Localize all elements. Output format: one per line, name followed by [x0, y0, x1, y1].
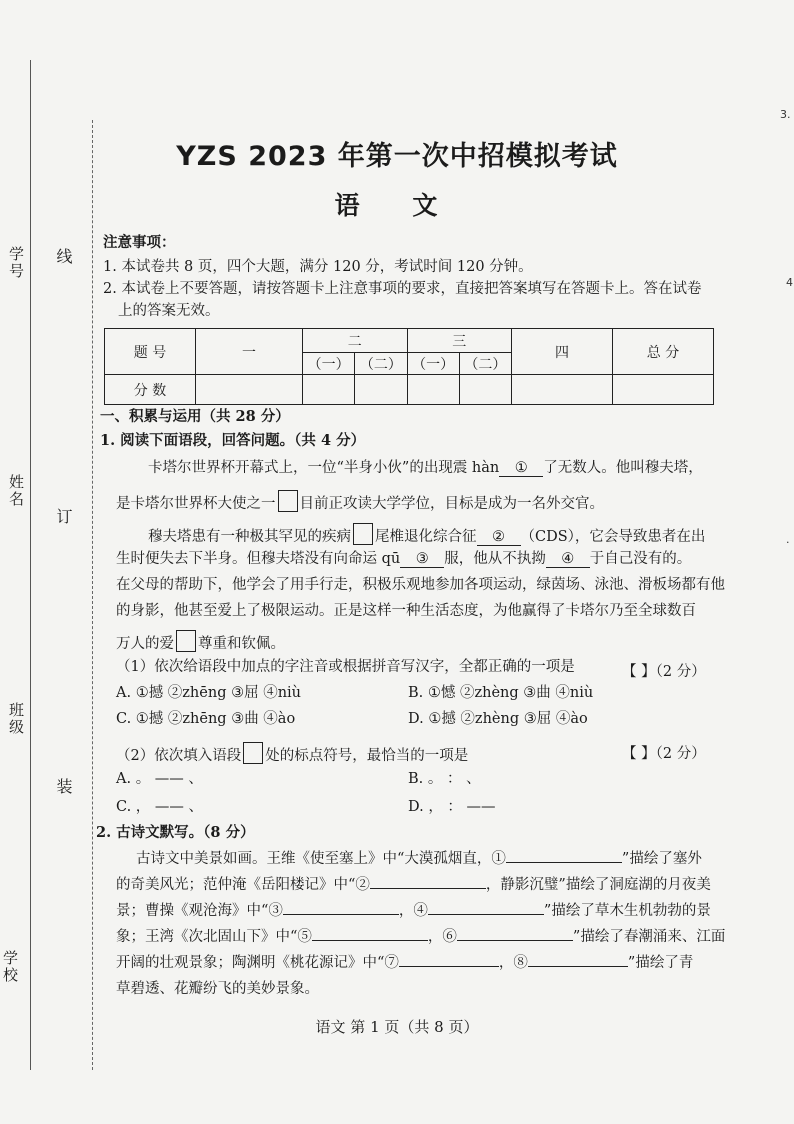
q1-heading: 1. 阅读下面语段，回答问题。（共 4 分） — [100, 432, 366, 449]
punctuation-box-sample — [243, 742, 263, 764]
sub-col-3-2: （二） — [459, 353, 511, 375]
edge-mark-mid: 4 — [786, 276, 793, 289]
punctuation-box-2[interactable] — [353, 523, 373, 545]
q2-blank-8[interactable] — [528, 966, 628, 967]
name-label: 姓名 — [7, 474, 25, 508]
q2-line-3: 景；曹操《观沧海》中“③ ，④ ”描绘了草木生机勃勃的景 — [116, 903, 711, 919]
col-section-4: 四 — [512, 329, 613, 375]
row-label-score: 分 数 — [105, 375, 196, 405]
q1-sub2-prompt: （2）依次填入语段 处的标点符号，最恰当的一项是 — [116, 742, 468, 764]
edge-mark-low: · — [786, 536, 790, 549]
q2-line-6: 草碧透、花瓣纷飞的美妙景象。 — [116, 981, 319, 997]
q2-line-4: 象；王湾《次北固山下》中“⑤ ，⑥ ”描绘了春潮涌来、江面 — [116, 929, 726, 945]
passage-line-1: 卡塔尔世界杯开幕式上，一位“半身小伙”的出现震 hàn ① 了无数人。他叫穆夫塔， — [148, 460, 703, 476]
q2-blank-6[interactable] — [457, 940, 573, 941]
passage-line-4: 生时便失去下半身。但穆夫塔没有向命运 qū ③ 服，他从不执拗 ④ 于自己没有的。 — [116, 551, 692, 567]
notice-item-1: 1. 本试卷共 8 页，四个大题，满分 120 分，考试时间 120 分钟。 — [103, 259, 533, 275]
sub-col-2-1: （一） — [303, 353, 355, 375]
row-label-question: 题 号 — [105, 329, 196, 375]
q2-blank-1[interactable] — [506, 862, 622, 863]
q1-sub2-option-c[interactable]: C. ， —— 、 — [116, 799, 204, 815]
score-cell-4[interactable] — [512, 375, 613, 405]
q2-heading: 2. 古诗文默写。（8 分） — [96, 824, 255, 841]
q1-sub1-answer-bracket[interactable]: 【 】（2 分） — [622, 664, 706, 680]
q2-line-2: 的奇美风光；范仲淹《岳阳楼记》中“② ，静影沉璧”描绘了洞庭湖的月夜美 — [116, 877, 711, 893]
score-cell-1[interactable] — [196, 375, 303, 405]
subject-title: 语 文 — [334, 191, 460, 220]
punctuation-box-1[interactable] — [278, 490, 298, 512]
q1-sub1-prompt: （1）依次给语段中加点的字注音或根据拼音写汉字，全都正确的一项是 — [116, 659, 575, 675]
col-section-2: 二 — [303, 329, 408, 353]
q1-sub2-option-b[interactable]: B. 。 ： 、 — [408, 771, 481, 787]
col-total: 总 分 — [613, 329, 714, 375]
bind-pack-char: 装 — [54, 778, 73, 794]
school-label: 学校 — [1, 950, 19, 984]
col-section-1: 一 — [196, 329, 303, 375]
q2-line-1: 古诗文中美景如画。王维《使至塞上》中“大漠孤烟直，① ”描绘了塞外 — [136, 851, 702, 867]
edge-mark-top: 3. — [780, 108, 791, 121]
page-footer: 语文 第 1 页（共 8 页） — [315, 1018, 479, 1036]
passage-line-5: 在父母的帮助下，他学会了用手行走，积极乐观地参加各项运动，绿茵场、泳池、滑板场都有他 — [116, 577, 725, 593]
score-cell-3-2[interactable] — [459, 375, 511, 405]
q1-sub1-option-b[interactable]: B. ①憾 ②zhèng ③曲 ④niù — [408, 685, 594, 701]
q1-sub2-option-a[interactable]: A. 。 —— 、 — [116, 771, 203, 787]
class-label: 班级 — [7, 702, 25, 736]
q2-line-5: 开阔的壮观景象；陶渊明《桃花源记》中“⑦ ，⑧ ”描绘了青 — [116, 955, 694, 971]
score-cell-total[interactable] — [613, 375, 714, 405]
q1-sub2-option-d[interactable]: D. ， ： —— — [408, 799, 496, 815]
q2-blank-5[interactable] — [312, 940, 428, 941]
notice-heading: 注意事项： — [103, 234, 176, 251]
exam-title: YZS 2023 年第一次中招模拟考试 — [176, 141, 618, 172]
q1-sub1-option-d[interactable]: D. ①撼 ②zhèng ③屈 ④ào — [408, 711, 588, 727]
bind-line-char: 线 — [54, 248, 73, 264]
sub-col-3-1: （一） — [407, 353, 459, 375]
q2-blank-4[interactable] — [428, 914, 544, 915]
student-id-label: 学号 — [7, 246, 25, 280]
q1-sub1-option-c[interactable]: C. ①撼 ②zhēng ③曲 ④ào — [116, 711, 296, 727]
notice-item-3: 上的答案无效。 — [118, 303, 220, 319]
col-section-3: 三 — [407, 329, 512, 353]
score-cell-2-2[interactable] — [355, 375, 407, 405]
q1-sub2-answer-bracket[interactable]: 【 】（2 分） — [622, 746, 706, 762]
score-cell-2-1[interactable] — [303, 375, 355, 405]
binding-dashed-line — [92, 120, 93, 1070]
q2-blank-2[interactable] — [370, 888, 486, 889]
passage-line-2: 是卡塔尔世界杯大使之一 目前正攻读大学学位，目标是成为一名外交官。 — [116, 490, 604, 512]
passage-line-7: 万人的爱 尊重和钦佩。 — [116, 630, 285, 652]
score-table — [104, 328, 714, 405]
sub-col-2-2: （二） — [355, 353, 407, 375]
section1-heading: 一、积累与运用（共 28 分） — [100, 408, 290, 425]
passage-line-3: 穆夫塔患有一种极其罕见的疾病 尾椎退化综合征 ② （CDS），它会导致患者在出 — [148, 523, 705, 546]
bind-staple-char: 订 — [54, 508, 73, 524]
passage-line-6: 的身影，他甚至爱上了极限运动。正是这样一种生活态度，为他赢得了卡塔尔乃至全球数百 — [116, 603, 696, 619]
score-cell-3-1[interactable] — [407, 375, 459, 405]
q2-blank-7[interactable] — [399, 966, 499, 967]
q2-blank-3[interactable] — [283, 914, 399, 915]
notice-item-2: 2. 本试卷上不要答题，请按答题卡上注意事项的要求，直接把答案填写在答题卡上。答在试卷 — [103, 281, 702, 297]
q1-sub1-option-a[interactable]: A. ①撼 ②zhēng ③屈 ④niù — [116, 685, 302, 701]
punctuation-box-3[interactable] — [176, 630, 196, 652]
